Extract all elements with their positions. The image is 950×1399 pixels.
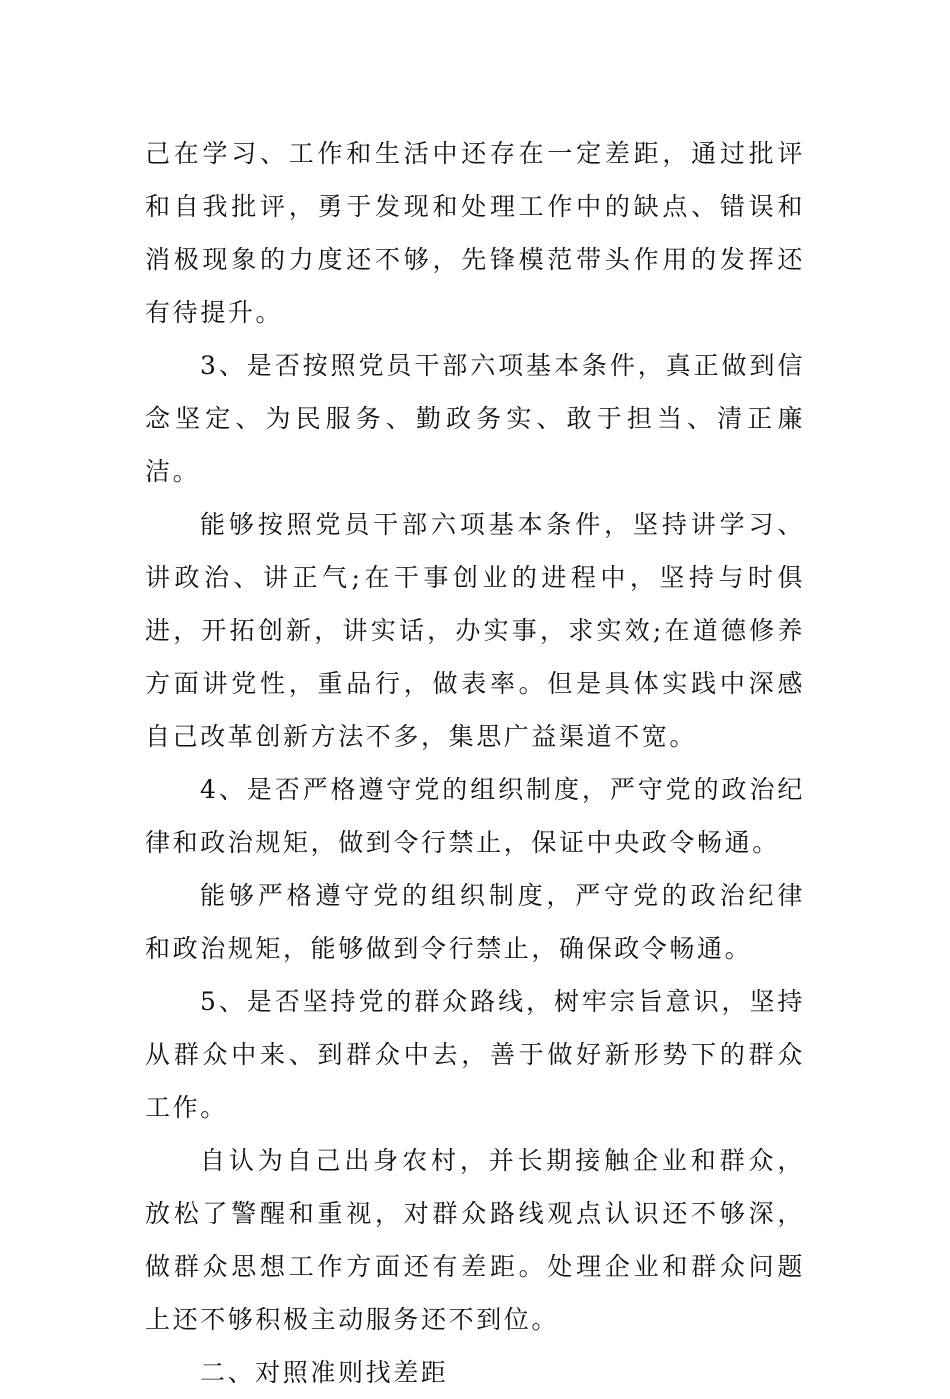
answer-4: 能够严格遵守党的组织制度，严守党的政治纪律和政治规矩，能够做到令行禁止，确保政令畅通。: [145, 881, 805, 963]
answer-3: 能够按照党员干部六项基本条件，坚持讲学习、讲政治、讲正气;在干事创业的进程中，坚持与时俱进，开拓创新，讲实话，办实事，求实效;在道德修养方面讲党性，重品行，做表率。但是具体实践中深感自己改革创新方法不多，集思广益渠道不宽。: [145, 510, 805, 751]
question-3: 3、是否按照党员干部六项基本条件，真正做到信念坚定、为民服务、勤政务实、敢于担当、清正廉洁。: [145, 351, 805, 486]
question-4: 4、是否严格遵守党的组织制度，严守党的政治纪律和政治规矩，做到令行禁止，保证中央政令畅通。: [145, 775, 805, 857]
question-5: 5、是否坚持党的群众路线，树牢宗旨意识，坚持从群众中来、到群众中去，善于做好新形势下的群众工作。: [145, 987, 805, 1122]
paragraph-continuation: 己在学习、工作和生活中还存在一定差距，通过批评和自我批评，勇于发现和处理工作中的缺点、错误和消极现象的力度还不够，先锋模范带头作用的发挥还有待提升。: [145, 139, 805, 327]
section-heading: 二、对照准则找差距: [200, 1358, 449, 1387]
answer-5: 自认为自己出身农村，并长期接触企业和群众，放松了警醒和重视，对群众路线观点认识还不够深，做群众思想工作方面还有差距。处理企业和群众问题上还不够积极主动服务还不到位。: [145, 1146, 805, 1334]
document-body: [145, 127, 805, 1399]
